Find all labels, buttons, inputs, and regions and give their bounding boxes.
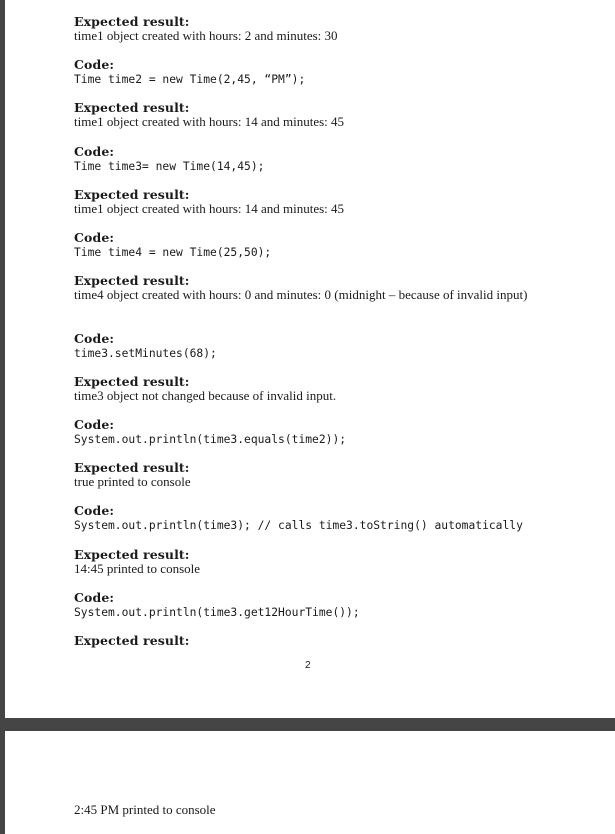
code-label: Code: bbox=[74, 503, 115, 518]
expected-result-continuation bbox=[74, 803, 544, 817]
expected-result-text: time1 object created with hours: 14 and minutes: 45 bbox=[74, 114, 345, 129]
expected-result-text: time3 object not changed because of invalid input. bbox=[74, 388, 337, 403]
expected-result-label: Expected result: bbox=[74, 374, 190, 389]
expected-result-text: 2:45 PM printed to console bbox=[74, 802, 216, 817]
expected-result-block bbox=[74, 14, 544, 43]
code-snippet: Time time3= new Time(14,45); bbox=[74, 160, 265, 173]
code-snippet: System.out.println(time3.get12HourTime()); bbox=[74, 606, 360, 619]
code-label: Code: bbox=[74, 590, 115, 605]
expected-result-label: Expected result: bbox=[74, 460, 190, 475]
code-snippet: Time time2 = new Time(2,45, “PM”); bbox=[74, 73, 306, 86]
expected-result-label: Expected result: bbox=[74, 273, 190, 288]
expected-result-block bbox=[74, 633, 544, 648]
code-block bbox=[74, 503, 544, 533]
expected-result-text: time1 object created with hours: 2 and minutes: 30 bbox=[74, 28, 338, 43]
expected-result-label: Expected result: bbox=[74, 187, 190, 202]
page-1 bbox=[5, 0, 615, 718]
code-label: Code: bbox=[74, 230, 115, 245]
expected-result-block bbox=[74, 187, 544, 216]
expected-result-text: 14:45 printed to console bbox=[74, 561, 201, 576]
expected-result-block bbox=[74, 460, 544, 489]
expected-result-label: Expected result: bbox=[74, 14, 190, 29]
code-label: Code: bbox=[74, 331, 115, 346]
expected-result-label: Expected result: bbox=[74, 547, 190, 562]
expected-result-block bbox=[74, 374, 544, 403]
expected-result-block bbox=[74, 100, 544, 129]
page-2 bbox=[5, 731, 615, 834]
expected-result-text: true printed to console bbox=[74, 474, 191, 489]
code-block bbox=[74, 57, 544, 87]
code-snippet: System.out.println(time3); // calls time3.toString() automatically bbox=[74, 519, 523, 532]
expected-result-text: time1 object created with hours: 14 and minutes: 45 bbox=[74, 201, 345, 216]
code-block bbox=[74, 230, 544, 260]
expected-result-text: time4 object created with hours: 0 and minutes: 0 (midnight – because of invalid input) bbox=[74, 287, 528, 302]
code-label: Code: bbox=[74, 144, 115, 159]
expected-result-block bbox=[74, 547, 544, 576]
code-snippet: System.out.println(time3.equals(time2)); bbox=[74, 433, 347, 446]
code-snippet: time3.setMinutes(68); bbox=[74, 347, 217, 360]
code-block bbox=[74, 417, 544, 447]
code-snippet: Time time4 = new Time(25,50); bbox=[74, 246, 272, 259]
expected-result-label: Expected result: bbox=[74, 100, 190, 115]
code-block bbox=[74, 331, 544, 361]
code-block bbox=[74, 590, 544, 620]
expected-result-block bbox=[74, 273, 544, 302]
code-label: Code: bbox=[74, 57, 115, 72]
expected-result-label: Expected result: bbox=[74, 633, 190, 648]
code-block bbox=[74, 144, 544, 174]
code-label: Code: bbox=[74, 417, 115, 432]
page-number: 2 bbox=[305, 660, 311, 671]
